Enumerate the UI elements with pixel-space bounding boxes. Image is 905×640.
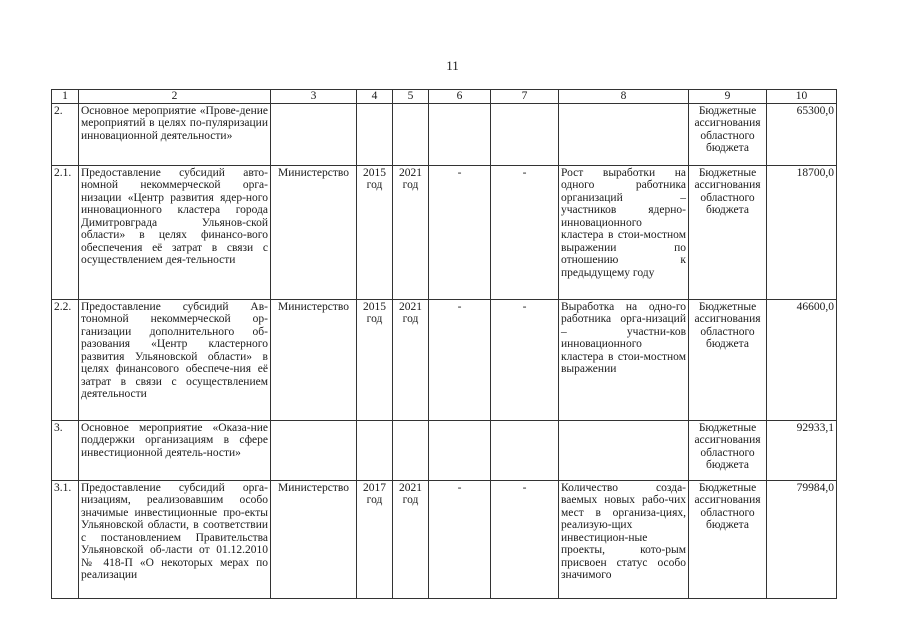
header-cell: 7: [491, 90, 559, 104]
funding-source: Бюджетные ассигнования областного бюджета: [689, 420, 767, 480]
row-number: 3.1.: [52, 480, 79, 598]
start-year: 2015 год: [357, 299, 393, 420]
row-number: 3.: [52, 420, 79, 480]
col7-value: [491, 420, 559, 480]
end-year: [393, 103, 429, 165]
executor: Министерство: [271, 299, 357, 420]
indicator: Выработка на одно-го работника орга-низаций – участни-ков инновационного кластера в стои-мостном выражении: [559, 299, 689, 420]
header-row: [52, 90, 837, 104]
executor: Министерство: [271, 165, 357, 299]
funding-source: Бюджетные ассигнования областного бюджета: [689, 480, 767, 598]
executor: [271, 103, 357, 165]
page-number: 11: [446, 58, 459, 73]
header-cell: 3: [271, 90, 357, 104]
activity-description: Предоставление субсидий орга-низациям, реализовавшим особо значимые инвестиционные про-екты Ульяновской области, в соответствии с постановлением Правительства Ульяновской об-ласти от 01.12.2010 № 418-П «О некоторых мерах по реализации: [79, 480, 271, 598]
start-year: 2017 год: [357, 480, 393, 598]
table-row: [52, 420, 837, 480]
start-year: 2015 год: [357, 165, 393, 299]
activity-description: Основное мероприятие «Прове-дение мероприятий в целях по-пуляризации инновационной деятельности»: [79, 103, 271, 165]
activity-description: Предоставление субсидий Ав-тономной некоммерческой ор-ганизации дополнительного об-разования «Центр кластерного развития Ульяновской области» в целях финансового обеспече-ния её затрат в связи с осуществлением деятельности: [79, 299, 271, 420]
row-number: 2.2.: [52, 299, 79, 420]
header-cell: 8: [559, 90, 689, 104]
col7-value: -: [491, 480, 559, 598]
header-cell: 4: [357, 90, 393, 104]
end-year: [393, 420, 429, 480]
start-year: [357, 420, 393, 480]
end-year: 2021 год: [393, 299, 429, 420]
amount: 65300,0: [767, 103, 837, 165]
header-cell: 10: [767, 90, 837, 104]
row-number: 2.: [52, 103, 79, 165]
header-cell: 6: [429, 90, 491, 104]
header-cell: 5: [393, 90, 429, 104]
header-cell: 9: [689, 90, 767, 104]
funding-source: Бюджетные ассигнования областного бюджета: [689, 103, 767, 165]
col6-value: -: [429, 299, 491, 420]
amount: 79984,0: [767, 480, 837, 598]
activities-table: [51, 89, 837, 599]
activity-description: Основное мероприятие «Оказа-ние поддержки организациям в сфере инвестиционной деятель-ности»: [79, 420, 271, 480]
header-cell: 1: [52, 90, 79, 104]
header-cell: 2: [79, 90, 271, 104]
amount: 18700,0: [767, 165, 837, 299]
col6-value: [429, 420, 491, 480]
indicator: Рост выработки на одного работника организаций – участников ядерно-инновационного кластера в стои-мостном выражении по отношению к предыдущему году: [559, 165, 689, 299]
table-row: [52, 299, 837, 420]
col6-value: -: [429, 165, 491, 299]
funding-source: Бюджетные ассигнования областного бюджета: [689, 299, 767, 420]
activity-description: Предоставление субсидий авто-номной некоммерческой орга-низации «Центр развития ядер-ного инновационного кластера города Димитровграда Ульянов-ской области» в целях финансо-вого обеспечения её затрат в связи с осуществлением дея-тельности: [79, 165, 271, 299]
end-year: 2021 год: [393, 480, 429, 598]
col7-value: -: [491, 299, 559, 420]
col6-value: -: [429, 480, 491, 598]
row-number: 2.1.: [52, 165, 79, 299]
start-year: [357, 103, 393, 165]
col6-value: [429, 103, 491, 165]
end-year: 2021 год: [393, 165, 429, 299]
table-row: [52, 103, 837, 165]
col7-value: [491, 103, 559, 165]
amount: 92933,1: [767, 420, 837, 480]
amount: 46600,0: [767, 299, 837, 420]
executor: [271, 420, 357, 480]
funding-source: Бюджетные ассигнования областного бюджета: [689, 165, 767, 299]
executor: Министерство: [271, 480, 357, 598]
col7-value: -: [491, 165, 559, 299]
table-row: [52, 165, 837, 299]
indicator: [559, 103, 689, 165]
indicator: Количество созда-ваемых новых рабо-чих мест в организа-циях, реализую-щих инвестицион-ные проекты, кото-рым присвоен статус особо значимого: [559, 480, 689, 598]
table-row: [52, 480, 837, 598]
indicator: [559, 420, 689, 480]
